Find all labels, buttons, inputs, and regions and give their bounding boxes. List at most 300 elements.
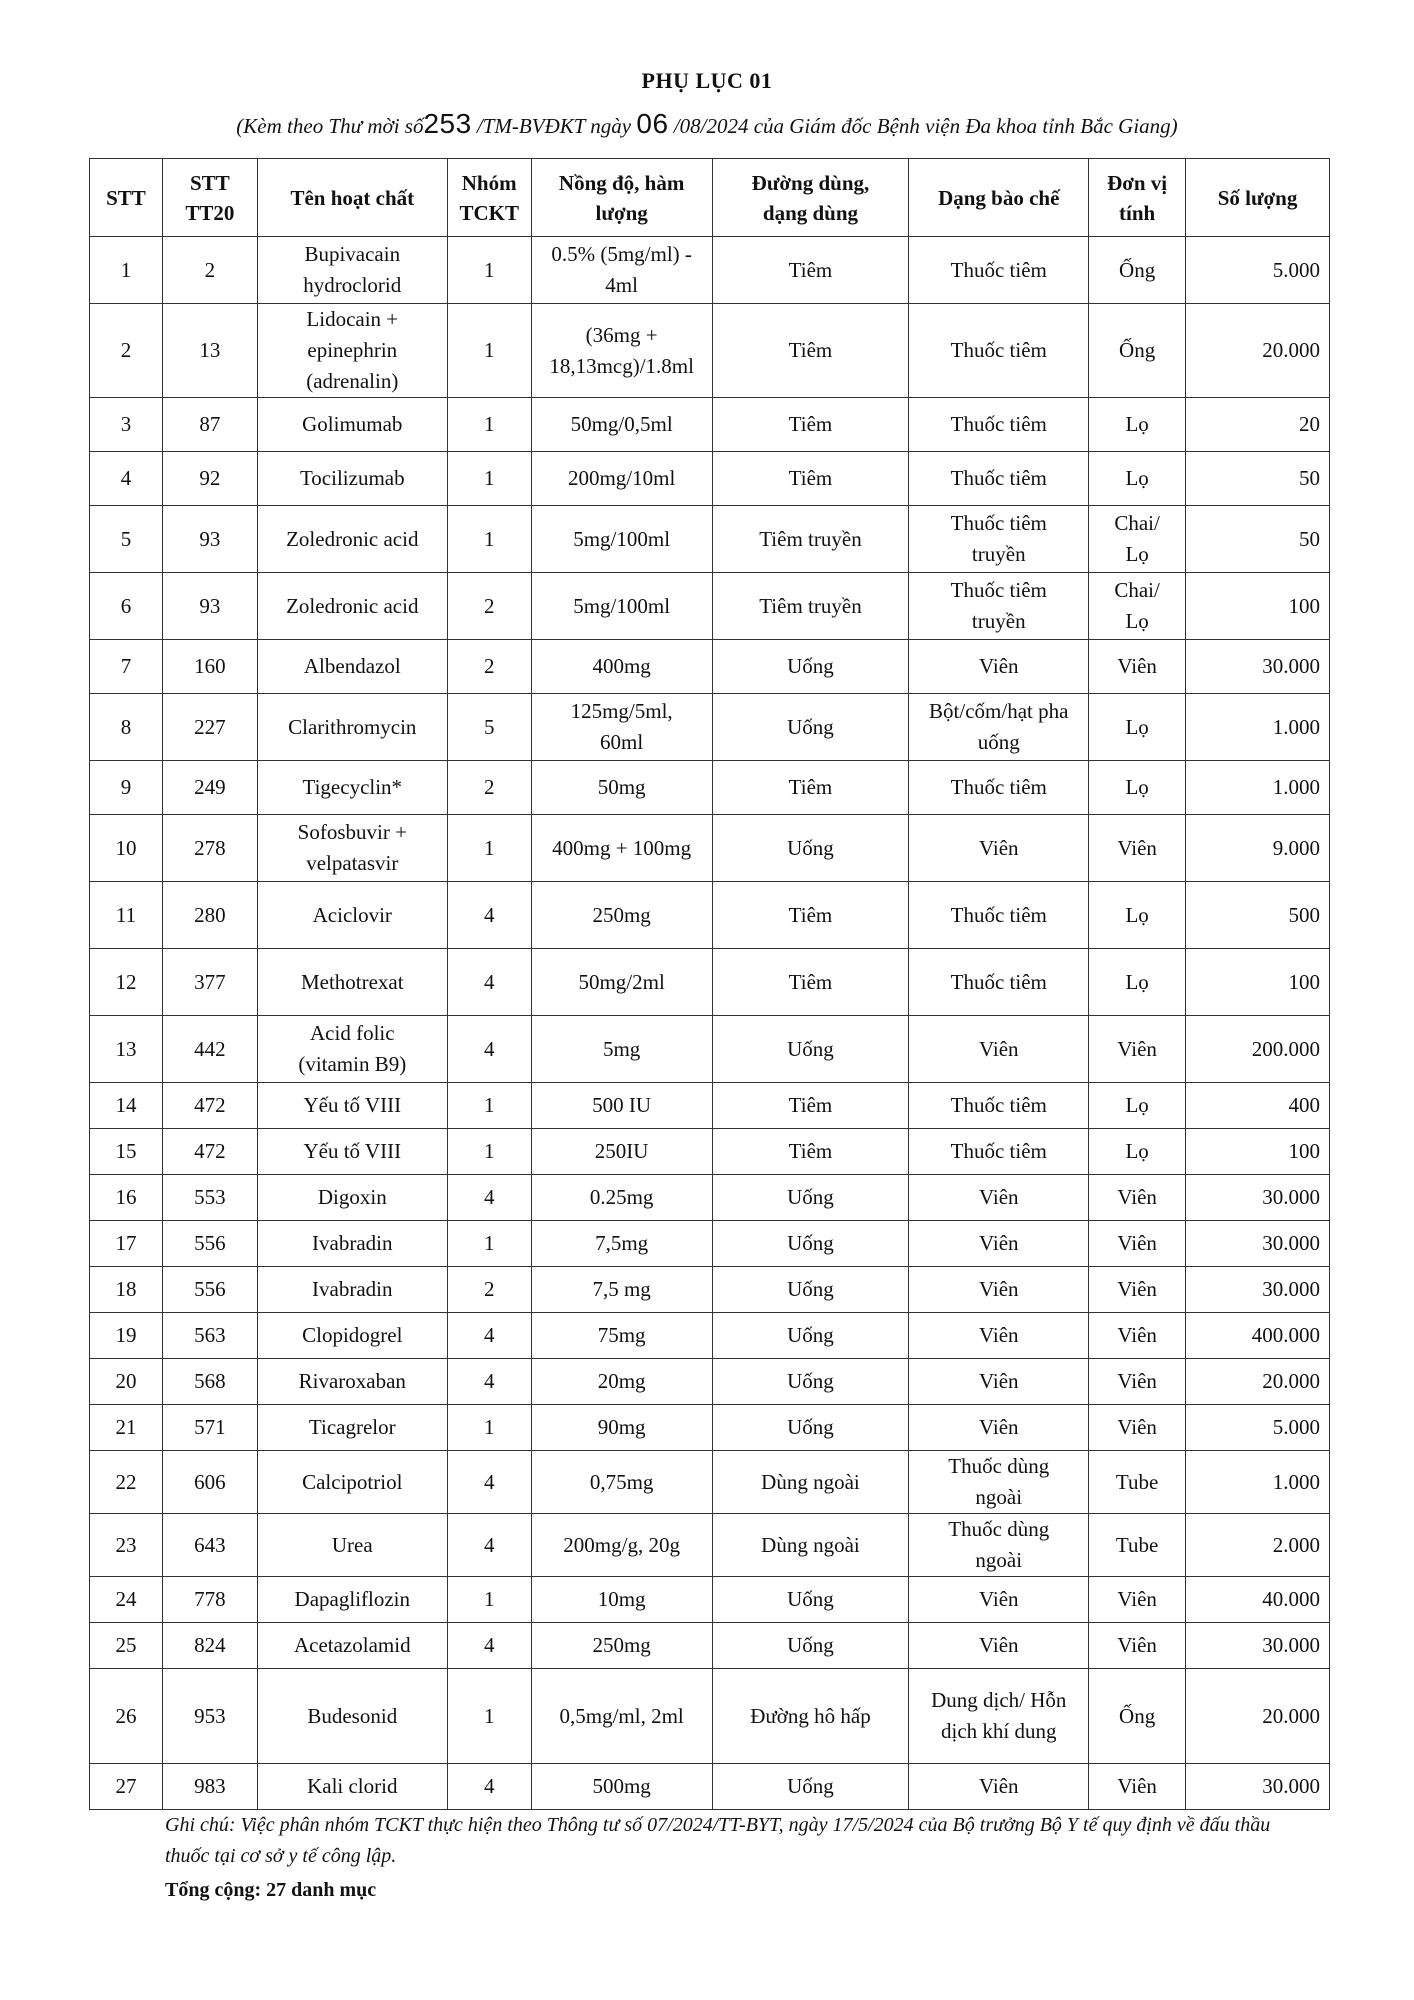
cell-text: 1 (483, 1231, 495, 1255)
cell-text: 50mg/2ml (578, 969, 665, 994)
cell-text: Thuốc tiêm (950, 578, 1047, 602)
cell-quantity (1186, 1514, 1330, 1577)
cell-concentration (531, 1175, 712, 1221)
cell-route (712, 1175, 909, 1221)
cell-tckt-group (447, 506, 531, 573)
cell-unit (1089, 398, 1186, 452)
cell-route (712, 1623, 909, 1669)
cell-unit (1089, 1359, 1186, 1405)
cell-unit (1089, 1514, 1186, 1577)
cell-text: 1 (483, 1093, 495, 1117)
cell-dosage-form (909, 1764, 1089, 1810)
cell-text: 5mg (602, 1036, 641, 1061)
cell-stt (90, 1129, 163, 1175)
cell-quantity (1186, 1359, 1330, 1405)
cell-text: truyền (971, 609, 1026, 633)
cell-text: 50 (1299, 466, 1320, 490)
cell-text: 26 (115, 1703, 137, 1728)
cell-active-ingredient (257, 304, 447, 398)
cell-route (712, 573, 909, 640)
cell-text: (adrenalin) (306, 369, 399, 393)
table-row (90, 1016, 1330, 1083)
cell-text: Lọ (1125, 609, 1149, 633)
cell-text: 5 (483, 714, 495, 739)
table-row (90, 1267, 1330, 1313)
table-row (90, 694, 1330, 761)
header-stt-tt20 (162, 159, 257, 237)
cell-active-ingredient (257, 573, 447, 640)
cell-stt (90, 1313, 163, 1359)
cell-text: Urea (331, 1532, 373, 1557)
cell-text: dịch khí dung (941, 1719, 1057, 1743)
cell-text: Dùng ngoài (761, 1532, 860, 1557)
cell-text: Lọ (1125, 542, 1149, 566)
cell-tckt-group (447, 1764, 531, 1810)
cell-unit (1089, 452, 1186, 506)
appendix-subtitle (0, 108, 1414, 140)
table-row (90, 1359, 1330, 1405)
cell-text: 1 (483, 1587, 495, 1611)
cell-text: Zoledronic acid (286, 593, 419, 618)
cell-text: 100 (1288, 1139, 1320, 1163)
cell-text: 93 (199, 593, 221, 618)
cell-text: 17 (115, 1231, 137, 1255)
cell-text: 60ml (600, 730, 644, 754)
cell-tckt-group (447, 1623, 531, 1669)
total-count: Tổng cộng: 27 danh mục (165, 1879, 377, 1901)
cell-unit (1089, 640, 1186, 694)
cell-dosage-form (909, 815, 1089, 882)
cell-text: 1 (483, 1415, 495, 1439)
header-text: TT20 (185, 200, 235, 225)
cell-tckt-group (447, 1577, 531, 1623)
cell-text: ngoài (975, 1485, 1023, 1509)
cell-text: Ống (1119, 1703, 1156, 1728)
cell-concentration (531, 1669, 712, 1764)
cell-stt (90, 398, 163, 452)
cell-concentration (531, 573, 712, 640)
cell-text: Clopidogrel (302, 1323, 403, 1347)
cell-text: 13 (115, 1036, 137, 1061)
cell-text: Chai/ (1114, 578, 1160, 602)
cell-stt-tt20 (162, 1313, 257, 1359)
cell-text: Uống (787, 1774, 834, 1798)
cell-text: (vitamin B9) (298, 1052, 407, 1076)
cell-active-ingredient (257, 694, 447, 761)
cell-text: 778 (194, 1587, 226, 1611)
cell-text: Bột/cốm/hạt pha (929, 699, 1069, 723)
cell-stt-tt20 (162, 1175, 257, 1221)
cell-text: Lọ (1125, 466, 1149, 490)
cell-text: 75mg (597, 1323, 646, 1347)
cell-text: Tube (1115, 1469, 1159, 1494)
cell-text: Viên (978, 1277, 1019, 1301)
cell-stt (90, 882, 163, 949)
cell-text: Dùng ngoài (761, 1469, 860, 1494)
cell-text: Sofosbuvir + (297, 820, 407, 844)
cell-active-ingredient (257, 1267, 447, 1313)
cell-text: Viên (1117, 1587, 1157, 1611)
cell-text: 2 (483, 1277, 495, 1301)
cell-text: Thuốc tiêm (950, 775, 1047, 799)
cell-tckt-group (447, 1451, 531, 1514)
cell-text: 4 (483, 1469, 495, 1494)
cell-stt (90, 815, 163, 882)
cell-text: Uống (787, 1277, 834, 1301)
cell-dosage-form (909, 1405, 1089, 1451)
cell-concentration (531, 1083, 712, 1129)
table-row (90, 1083, 1330, 1129)
cell-route (712, 1267, 909, 1313)
cell-text: Uống (787, 1323, 834, 1347)
cell-text: Tube (1115, 1532, 1159, 1557)
cell-text: velpatasvir (306, 851, 399, 875)
cell-text: 11 (115, 902, 137, 927)
cell-text: 7,5mg (595, 1231, 649, 1255)
cell-stt (90, 1175, 163, 1221)
header-stt (90, 159, 163, 237)
cell-text: 4 (483, 1774, 495, 1798)
cell-unit (1089, 1083, 1186, 1129)
table-row (90, 761, 1330, 815)
cell-dosage-form (909, 1577, 1089, 1623)
cell-text: 2.000 (1272, 1532, 1320, 1557)
cell-dosage-form (909, 761, 1089, 815)
cell-dosage-form (909, 1451, 1089, 1514)
cell-text: 8 (120, 714, 132, 739)
cell-text: Ivabradin (312, 1231, 393, 1255)
cell-text: 953 (194, 1703, 226, 1728)
cell-route (712, 506, 909, 573)
cell-text: Viên (978, 1587, 1019, 1611)
cell-text: Viên (1117, 1415, 1157, 1439)
cell-text: 30.000 (1262, 1774, 1320, 1798)
cell-text: 9.000 (1272, 835, 1320, 860)
cell-stt (90, 1764, 163, 1810)
cell-text: 15 (115, 1139, 137, 1163)
cell-text: 90mg (597, 1415, 646, 1439)
cell-unit (1089, 1221, 1186, 1267)
cell-route (712, 1669, 909, 1764)
cell-quantity (1186, 694, 1330, 761)
cell-stt-tt20 (162, 304, 257, 398)
cell-text: 24 (115, 1587, 137, 1611)
cell-route (712, 1313, 909, 1359)
cell-dosage-form (909, 1175, 1089, 1221)
table-row (90, 1451, 1330, 1514)
cell-text: 500mg (592, 1774, 651, 1798)
cell-tckt-group (447, 1016, 531, 1083)
cell-text: 824 (194, 1633, 226, 1657)
cell-stt-tt20 (162, 1405, 257, 1451)
cell-text: 250IU (594, 1139, 649, 1163)
cell-concentration (531, 398, 712, 452)
table-row (90, 1175, 1330, 1221)
cell-stt (90, 1514, 163, 1577)
header-text: lượng (595, 200, 648, 225)
cell-text: Ticagrelor (308, 1415, 396, 1439)
cell-dosage-form (909, 237, 1089, 304)
table-row (90, 506, 1330, 573)
cell-tckt-group (447, 1514, 531, 1577)
cell-tckt-group (447, 452, 531, 506)
cell-text: 643 (194, 1532, 226, 1557)
cell-stt (90, 1016, 163, 1083)
cell-concentration (531, 1221, 712, 1267)
cell-text: Thuốc dùng (948, 1454, 1050, 1478)
cell-text: 13 (199, 338, 221, 362)
table-row (90, 1577, 1330, 1623)
header-text: Nhóm (461, 170, 517, 195)
appendix-title: PHỤ LỤC 01 (641, 68, 773, 93)
cell-text: Viên (1117, 1323, 1157, 1347)
cell-text: 30.000 (1262, 1633, 1320, 1657)
cell-active-ingredient (257, 949, 447, 1016)
cell-text: 472 (194, 1139, 226, 1163)
cell-stt-tt20 (162, 694, 257, 761)
cell-text: 27 (115, 1774, 137, 1798)
cell-concentration (531, 694, 712, 761)
cell-text: Tiêm (788, 775, 833, 799)
cell-text: Thuốc tiêm (950, 466, 1047, 490)
cell-quantity (1186, 1405, 1330, 1451)
cell-text: Tiêm (788, 412, 833, 436)
cell-text: Tocilizumab (299, 466, 405, 490)
cell-unit (1089, 1451, 1186, 1514)
cell-quantity (1186, 1623, 1330, 1669)
cell-active-ingredient (257, 1669, 447, 1764)
cell-quantity (1186, 1451, 1330, 1514)
cell-quantity (1186, 1083, 1330, 1129)
cell-text: Viên (978, 654, 1019, 678)
cell-text: 556 (194, 1231, 226, 1255)
cell-unit (1089, 1313, 1186, 1359)
cell-concentration (531, 1764, 712, 1810)
cell-route (712, 949, 909, 1016)
header-text: Đường dùng, (751, 170, 870, 195)
cell-text: 227 (194, 714, 226, 739)
cell-text: Uống (787, 1587, 834, 1611)
cell-quantity (1186, 506, 1330, 573)
cell-text: 4 (483, 1633, 495, 1657)
cell-quantity (1186, 640, 1330, 694)
table-row (90, 1764, 1330, 1810)
cell-quantity (1186, 1669, 1330, 1764)
cell-text: Uống (787, 714, 834, 739)
cell-route (712, 694, 909, 761)
cell-text: 400.000 (1251, 1323, 1320, 1347)
cell-tckt-group (447, 1313, 531, 1359)
cell-unit (1089, 1267, 1186, 1313)
cell-stt-tt20 (162, 1221, 257, 1267)
cell-text: Tiêm truyền (759, 593, 862, 618)
cell-text: 5mg/100ml (573, 526, 671, 551)
header-text: dạng dùng (762, 200, 859, 225)
cell-unit (1089, 506, 1186, 573)
cell-stt-tt20 (162, 1577, 257, 1623)
cell-route (712, 1577, 909, 1623)
cell-text: 4 (483, 1323, 495, 1347)
cell-stt (90, 573, 163, 640)
cell-text: 1 (483, 466, 495, 490)
cell-text: 50mg (597, 775, 646, 799)
cell-unit (1089, 237, 1186, 304)
cell-text: 4 (483, 1369, 495, 1393)
cell-text: 2 (483, 775, 495, 799)
cell-active-ingredient (257, 452, 447, 506)
cell-route (712, 1016, 909, 1083)
cell-active-ingredient (257, 1016, 447, 1083)
cell-unit (1089, 1175, 1186, 1221)
cell-route (712, 1405, 909, 1451)
cell-text: 30.000 (1262, 1185, 1320, 1209)
cell-text: 22 (115, 1469, 137, 1494)
cell-concentration (531, 1016, 712, 1083)
cell-tckt-group (447, 237, 531, 304)
cell-text: 14 (115, 1093, 137, 1117)
cell-route (712, 1764, 909, 1810)
cell-text: 1 (483, 1139, 495, 1163)
cell-unit (1089, 761, 1186, 815)
cell-text: Viên (1117, 1369, 1157, 1393)
cell-text: Lọ (1125, 969, 1149, 994)
cell-stt (90, 506, 163, 573)
cell-dosage-form (909, 1514, 1089, 1577)
cell-concentration (531, 815, 712, 882)
cell-quantity (1186, 398, 1330, 452)
cell-text: 556 (194, 1277, 226, 1301)
cell-text: 2 (483, 593, 495, 618)
cell-text: Viên (978, 1323, 1019, 1347)
cell-text: Uống (787, 835, 834, 860)
cell-tckt-group (447, 1267, 531, 1313)
cell-tckt-group (447, 1175, 531, 1221)
cell-text: Methotrexat (300, 969, 404, 994)
cell-active-ingredient (257, 1221, 447, 1267)
cell-route (712, 398, 909, 452)
table-row (90, 304, 1330, 398)
cell-stt-tt20 (162, 1451, 257, 1514)
cell-text: Viên (1117, 835, 1157, 860)
cell-text: 30.000 (1262, 1231, 1320, 1255)
cell-concentration (531, 949, 712, 1016)
cell-concentration (531, 882, 712, 949)
cell-text: 125mg/5ml, (570, 699, 673, 723)
cell-active-ingredient (257, 1359, 447, 1405)
table-row (90, 237, 1330, 304)
cell-text: Viên (978, 1231, 1019, 1255)
cell-text: Uống (787, 1415, 834, 1439)
table-body (90, 237, 1330, 1810)
cell-text: Tiêm (788, 969, 833, 994)
cell-text: 100 (1288, 593, 1320, 618)
cell-unit (1089, 694, 1186, 761)
header-text: Tên hoạt chất (290, 185, 415, 210)
table-row (90, 1514, 1330, 1577)
cell-text: Viên (1117, 1633, 1157, 1657)
cell-route (712, 815, 909, 882)
cell-stt (90, 1623, 163, 1669)
header-route (712, 159, 909, 237)
cell-text: Budesonid (307, 1703, 398, 1728)
invitation-number: 253 (423, 108, 472, 139)
cell-text: Thuốc tiêm (950, 1093, 1047, 1117)
cell-text: Thuốc tiêm (950, 1139, 1047, 1163)
cell-text: Lọ (1125, 1093, 1149, 1117)
cell-text: 250mg (592, 902, 651, 927)
cell-text: 1 (483, 1703, 495, 1728)
cell-unit (1089, 1405, 1186, 1451)
cell-tckt-group (447, 1405, 531, 1451)
cell-text: 472 (194, 1093, 226, 1117)
cell-quantity (1186, 815, 1330, 882)
cell-active-ingredient (257, 1514, 447, 1577)
table-row (90, 573, 1330, 640)
cell-stt (90, 694, 163, 761)
cell-text: 3 (120, 412, 132, 436)
cell-stt (90, 237, 163, 304)
cell-text: Viên (978, 1185, 1019, 1209)
cell-active-ingredient (257, 1129, 447, 1175)
cell-text: Ống (1119, 338, 1156, 362)
cell-text: 2 (120, 338, 132, 362)
cell-text: 1 (483, 338, 495, 362)
header-dosage-form (909, 159, 1089, 237)
cell-text: Acetazolamid (293, 1633, 411, 1657)
cell-text: 87 (199, 412, 221, 436)
cell-dosage-form (909, 1669, 1089, 1764)
cell-text: 568 (194, 1369, 226, 1393)
cell-text: Viên (1117, 1036, 1157, 1061)
cell-text: Uống (787, 654, 834, 678)
cell-stt-tt20 (162, 949, 257, 1016)
cell-text: 4 (483, 1036, 495, 1061)
cell-concentration (531, 304, 712, 398)
cell-text: 7,5 mg (592, 1277, 651, 1301)
table-header-row (90, 159, 1330, 237)
cell-text: 571 (194, 1415, 226, 1439)
cell-text: 4ml (605, 273, 638, 297)
cell-tckt-group (447, 398, 531, 452)
header-tckt-group (447, 159, 531, 237)
cell-quantity (1186, 761, 1330, 815)
header-text: TCKT (459, 200, 519, 225)
cell-text: Viên (978, 835, 1019, 860)
cell-stt (90, 1577, 163, 1623)
cell-text: 4 (483, 969, 495, 994)
cell-text: 5mg/100ml (573, 593, 671, 618)
cell-text: ngoài (975, 1548, 1023, 1572)
cell-text: Lọ (1125, 714, 1149, 739)
cell-text: Viên (978, 1369, 1019, 1393)
header-text: Đơn vị (1107, 170, 1168, 195)
cell-text: 21 (115, 1415, 137, 1439)
cell-text: 92 (199, 466, 221, 490)
cell-stt (90, 640, 163, 694)
cell-active-ingredient (257, 815, 447, 882)
cell-dosage-form (909, 452, 1089, 506)
cell-text: 280 (194, 902, 226, 927)
header-quantity (1186, 159, 1330, 237)
cell-quantity (1186, 1221, 1330, 1267)
cell-quantity (1186, 1175, 1330, 1221)
cell-text: 400 (1288, 1093, 1320, 1117)
cell-concentration (531, 761, 712, 815)
cell-unit (1089, 949, 1186, 1016)
cell-stt (90, 452, 163, 506)
cell-text: Thuốc tiêm (950, 902, 1047, 927)
cell-text: Ivabradin (312, 1277, 393, 1301)
